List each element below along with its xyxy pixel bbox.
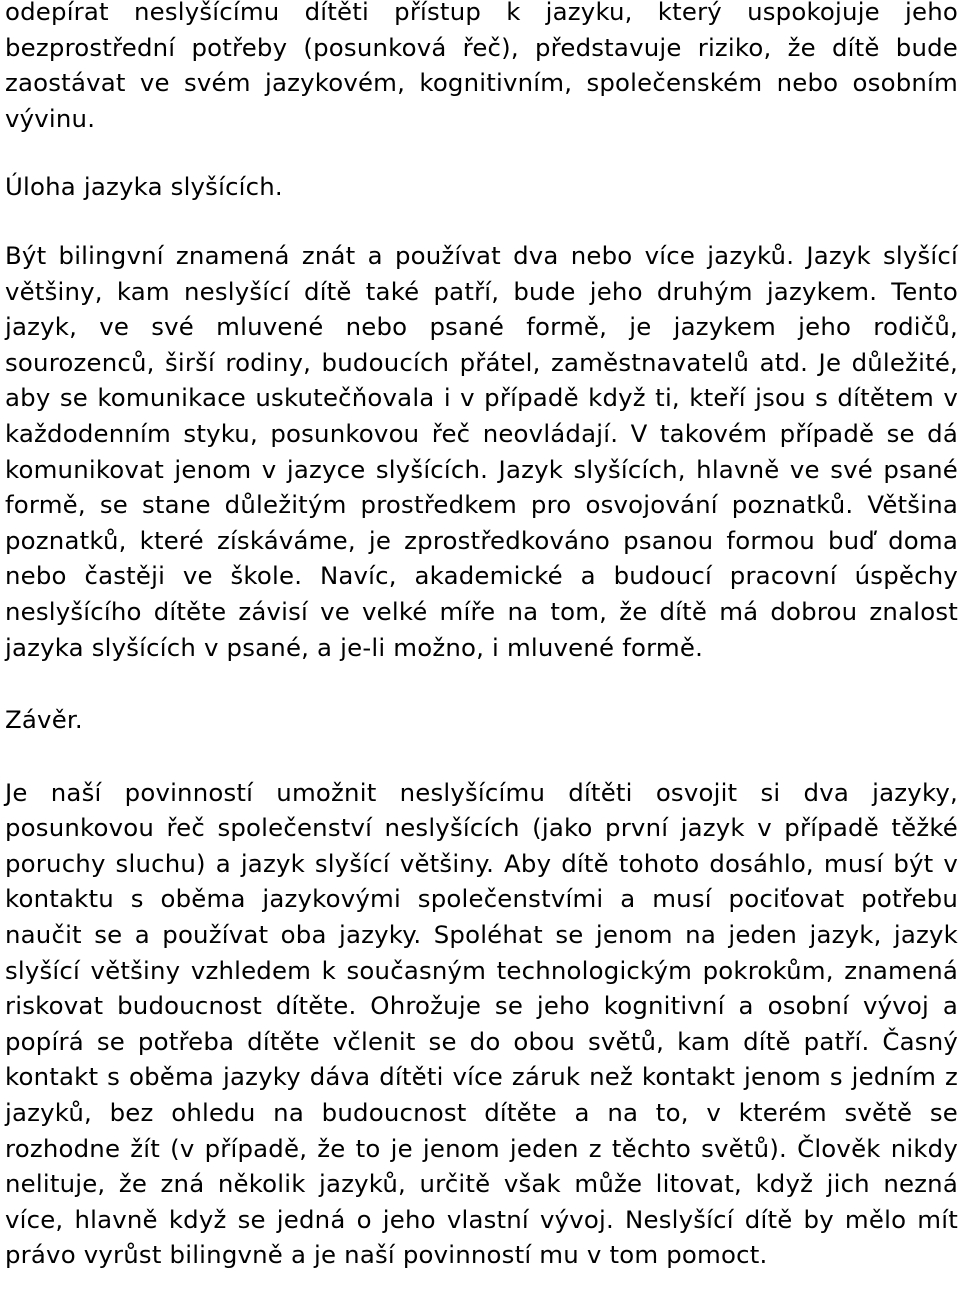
paragraph-conclusion: Je naší povinností umožnit neslyšícímu dítěti osvojit si dva jazyky, posunkovou řeč společenství neslyšících (jako první jazyk v případě těžké poruchy sluchu) a jazyk slyšící většiny. Aby dítě tohoto dosáhlo, musí být v kontaktu s oběma jazykovými společenstvími a musí pociťovat potřebu naučit se a používat oba jazyky. Spoléhat se jenom na jeden jazyk, jazyk slyšící většiny vzhledem k současným technologickým pokrokům, znamená riskovat budoucnost dítěte. Ohrožuje se jeho kognitivní a osobní vývoj a popírá se potřeba dítěte včlenit se do obou světů, kam dítě patří. Časný kontakt s oběma jazyky dáva dítěti více záruk než kontakt jenom s jedním z jazyků, bez ohledu na budoucnost dítěte a na to, v kterém světě se rozhodne žít (v případě, že to je jenom jeden z těchto světů). Člověk nikdy nelituje, že zná několik jazyků, určitě však může litovat, když jich nezná více, hlavně když se jedná o jeho vlastní vývoj. Neslyšící dítě by mělo mít právo vyrůst bilingvně a je naší povinností mu v tom pomoct.: [5, 777, 958, 1270]
heading-role-of-hearing-language: Úloha jazyka slyšících.: [5, 172, 283, 202]
document-page: [5, 0, 958, 1273]
paragraph-role-of-hearing-language: Být bilingvní znamená znát a používat dva nebo více jazyků. Jazyk slyšící většiny, kam neslyšící dítě také patří, bude jeho druhým jazykem. Tento jazyk, ve své mluvené nebo psané formě, je jazykem jeho rodičů, sourozenců, širší rodiny, budoucích přátel, zaměstnavatelů atd. Je důležité, aby se komunikace uskutečňovala i v případě když ti, kteří jsou s dítětem v každodenním styku, posunkovou řeč neovládají. V takovém případě se dá komunikovat jenom v jazyce slyšících. Jazyk slyšících, hlavně ve své psané formě, se stane důležitým prostředkem pro osvojování poznatků. Většina poznatků, které získáváme, je zprostředkováno psanou formou buď doma nebo častěji ve škole. Navíc, akademické a budoucí pracovní úspěchy neslyšícího dítěte závisí ve velké míře na tom, že dítě má dobrou znalost jazyka slyšících v psané, a je-li možno, i mluvené formě.: [5, 240, 958, 662]
paragraph-intro-end: odepírat neslyšícímu dítěti přístup k jazyku, který uspokojuje jeho bezprostřední potřeby (posunková řeč), představuje riziko, že dítě bude zaostávat ve svém jazykovém, kognitivním, společenském nebo osobním vývinu.: [5, 0, 958, 133]
heading-conclusion: Závěr.: [5, 705, 83, 735]
